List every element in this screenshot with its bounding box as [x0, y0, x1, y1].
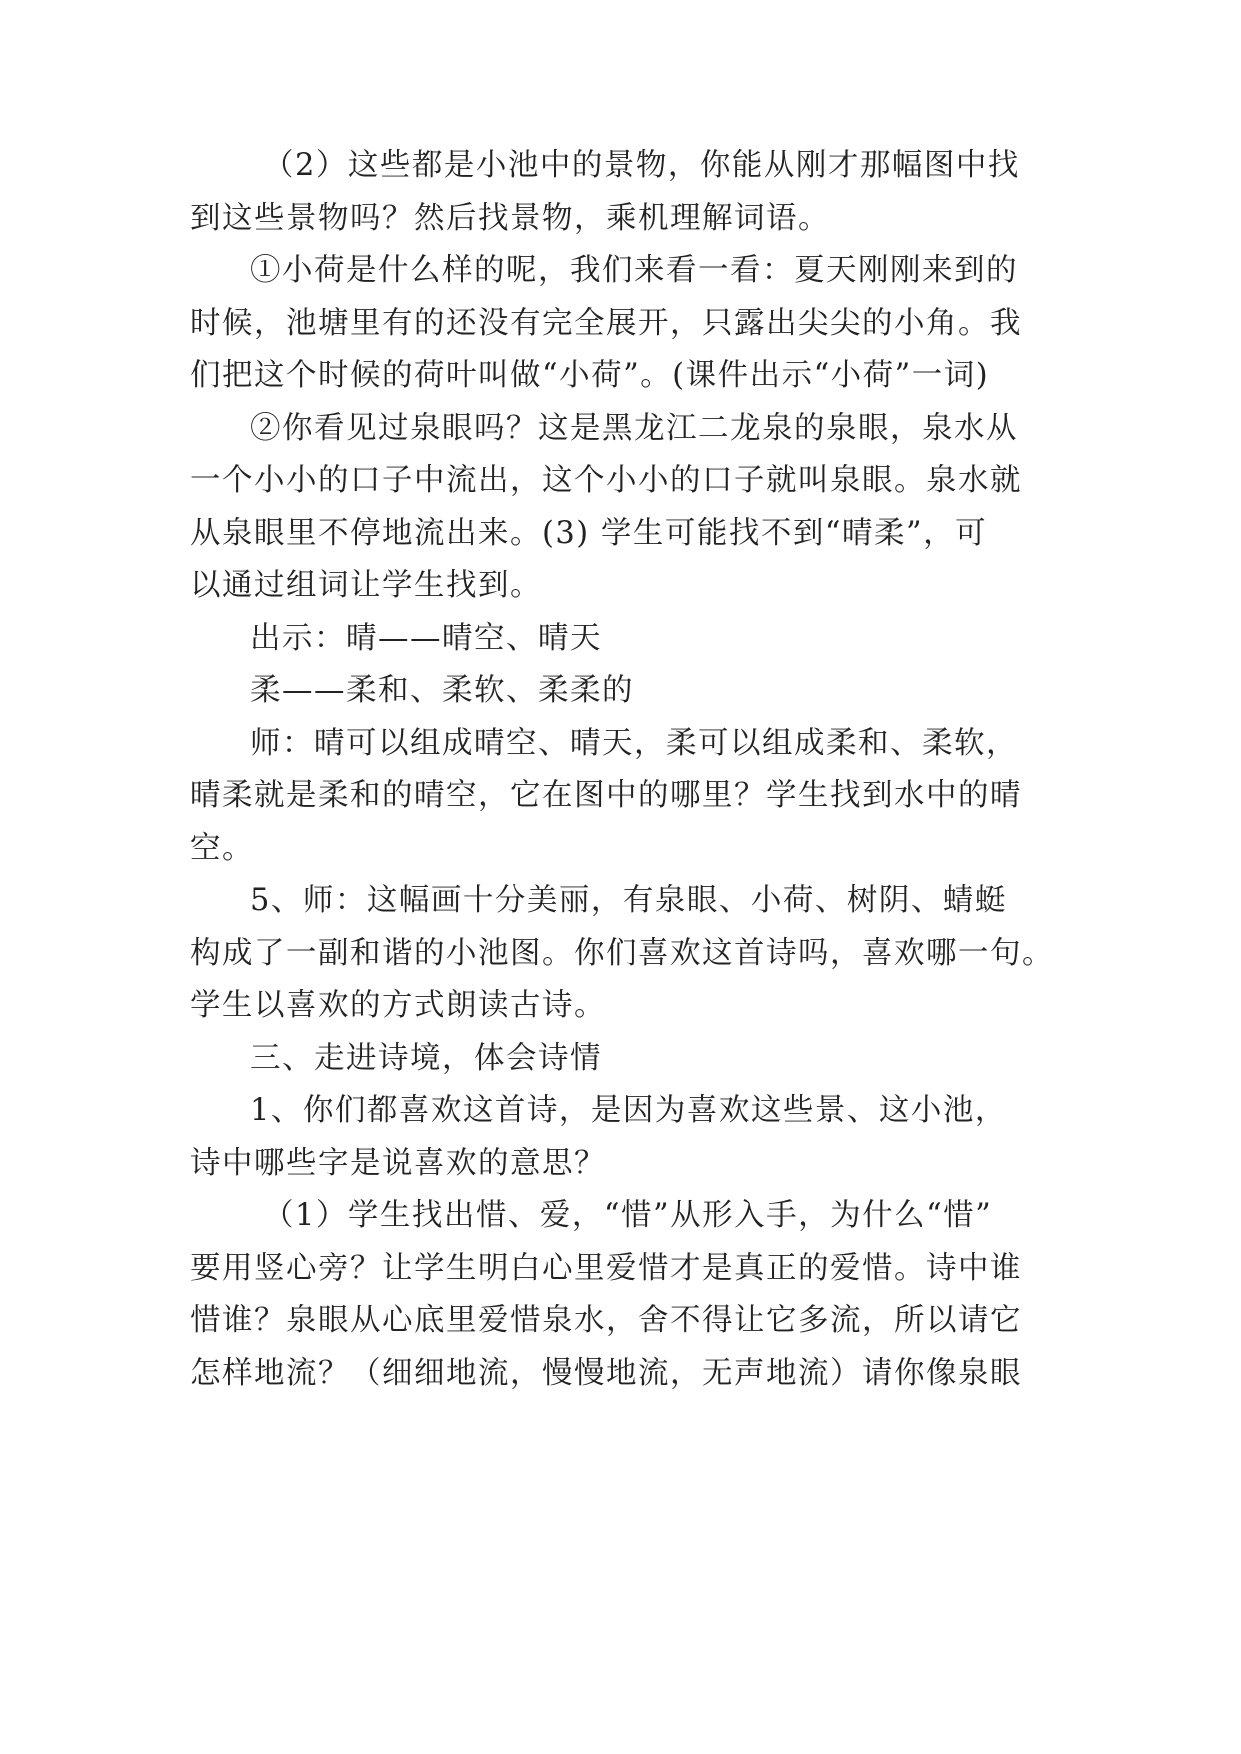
paragraph-line: 时候，池塘里有的还没有完全展开，只露出尖尖的小角。我	[190, 306, 1022, 341]
paragraph-line: ①小荷是什么样的呢，我们来看一看：夏天刚刚来到的	[250, 253, 1018, 288]
paragraph-line: 构成了一副和谐的小池图。你们喜欢这首诗吗，喜欢哪一句。	[190, 936, 1054, 971]
paragraph-line: 们把这个时候的荷叶叫做“小荷”。(课件出示“小荷”一词)	[190, 358, 990, 393]
paragraph-line: 晴柔就是柔和的晴空，它在图中的哪里？学生找到水中的晴	[190, 778, 1022, 813]
paragraph-line: ②你看见过泉眼吗？这是黑龙江二龙泉的泉眼，泉水从	[250, 411, 1018, 446]
paragraph-line: 到这些景物吗？然后找景物，乘机理解词语。	[190, 201, 830, 236]
paragraph-line: 师：晴可以组成晴空、晴天，柔可以组成柔和、柔软，	[250, 726, 1018, 761]
paragraph-line: 怎样地流？（细细地流，慢慢地流，无声地流）请你像泉眼	[190, 1356, 1022, 1391]
paragraph-line: 以通过组词让学生找到。	[190, 568, 542, 603]
paragraph-line: 惜谁？泉眼从心底里爱惜泉水，舍不得让它多流，所以请它	[190, 1303, 1022, 1338]
paragraph-line: 出示：晴——晴空、晴天	[250, 621, 602, 656]
paragraph-line: 柔——柔和、柔软、柔柔的	[250, 673, 634, 708]
paragraph-line: 空。	[190, 831, 254, 866]
paragraph-line: 要用竖心旁？让学生明白心里爱惜才是真正的爱惜。诗中谁	[190, 1251, 1022, 1286]
section-heading: 三、走进诗境，体会诗情	[250, 1041, 602, 1076]
paragraph-line: 学生以喜欢的方式朗读古诗。	[190, 988, 606, 1023]
paragraph-line: 诗中哪些字是说喜欢的意思？	[190, 1146, 606, 1181]
paragraph-line: 从泉眼里不停地流出来。(3) 学生可能找不到“晴柔”，可	[190, 516, 988, 551]
paragraph-line: 一个小小的口子中流出，这个小小的口子就叫泉眼。泉水就	[190, 463, 1022, 498]
paragraph-line: （2）这些都是小池中的景物，你能从刚才那幅图中找	[263, 148, 1020, 183]
paragraph-line: 5、师：这幅画十分美丽，有泉眼、小荷、树阴、蜻蜓	[250, 883, 1007, 918]
paragraph-line: 1、你们都喜欢这首诗，是因为喜欢这些景、这小池，	[250, 1093, 1007, 1128]
paragraph-line: （1）学生找出惜、爱，“惜”从形入手，为什么“惜”	[263, 1198, 993, 1233]
